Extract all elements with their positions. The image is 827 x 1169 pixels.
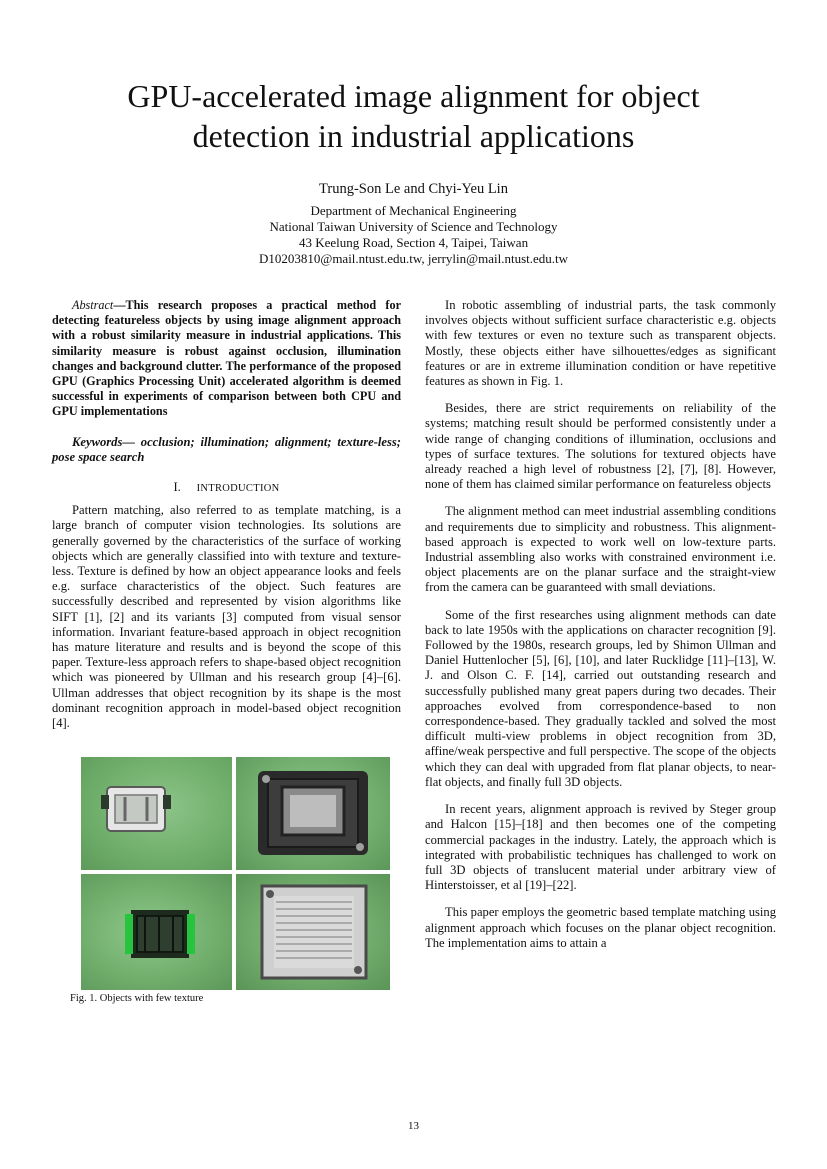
section-number: I.	[173, 480, 181, 495]
paragraph: The alignment method can meet industrial assembling conditions and requirements due to simplicity and robustness. This alignment-based approach is expected to work well on low-texture parts. Industrial assembling also works with constrained environment i.e. object placements are on the planar surface and the straight-view from the camera can be guaranteed with small deviations.	[425, 504, 776, 595]
affiliation-address: 43 Keelung Road, Section 4, Taipei, Taiwan	[298, 235, 529, 250]
affiliation-emails: D10203810@mail.ntust.edu.tw, jerrylin@mail.ntust.edu.tw	[258, 251, 569, 266]
section-heading	[52, 480, 401, 496]
bracket-drawing	[81, 874, 232, 990]
figure-image-clip-part	[81, 757, 232, 870]
authors: Trung-Son Le and Chyi-Yeu Lin	[319, 181, 508, 197]
paragraph: In robotic assembling of industrial parts, the task commonly involves objects without sufficient surface characteristic e.g. objects with few textures or even no texture such as transparent objects. Mostly, these objects either have silhouettes/edges as significant features or are in extreme illumination condition or have repetitive features as shown in Fig. 1.	[425, 298, 776, 389]
figure-image-bracket	[81, 874, 232, 990]
paragraph: In recent years, alignment approach is revived by Steger group and Halcon [15]–[18] and then becomes one of the competing commercial packages in the industry. Lately, the approach which is integrated with probabilistic techniques has challenged to work on full 3D objects of translucent material under arbitrary view of Hinterstoisser, et al [19]–[22].	[425, 802, 776, 893]
clip-part-drawing	[81, 757, 232, 870]
heatsink-drawing	[236, 874, 390, 990]
figure-1	[81, 757, 390, 990]
figure-caption: Fig. 1. Objects with few texture	[70, 993, 204, 1004]
socket-drawing	[236, 757, 390, 870]
affiliation-university: National Taiwan University of Science and Technology	[269, 219, 558, 234]
paragraph: Besides, there are strict requirements on reliability of the systems; matching result should be performed consistently under a wide range of changing conditions of illumination, occlusions and types of surface textures. The solutions for textured objects have already reached a high level of robustness [2], [7], [8]. However, none of them has claimed similar performance on featureless objects	[425, 401, 776, 492]
affiliation	[60, 203, 767, 267]
keywords: Keywords— occlusion; illumination; alignment; texture-less; pose space search	[52, 434, 401, 464]
affiliation-dept: Department of Mechanical Engineering	[310, 203, 517, 218]
left-column	[52, 298, 401, 731]
paper-title	[60, 76, 767, 156]
figure-image-socket	[236, 757, 390, 870]
abstract-label: Abstract	[72, 298, 114, 312]
right-column	[425, 298, 776, 951]
page-number: 13	[408, 1120, 419, 1132]
paragraph: This paper employs the geometric based template matching using alignment approach which focuses on the planar object recognition. The implementation aims to attain a	[425, 905, 776, 950]
abstract	[52, 298, 401, 420]
title-line-2: detection in industrial applications	[192, 118, 635, 154]
abstract-text: —This research proposes a practical method for detecting featureless objects by using image alignment approach with a robust similarity measure in industrial applications. This similarity measure is robust against occlusion, illumination changes and background clutter. The performance of the proposed GPU (Graphics Processing Unit) accelerated algorithm is deemed successful in experiments of comparison between both CPU and GPU implementations	[52, 298, 401, 419]
paragraph: Some of the first researches using alignment methods can date back to late 1950s with the applications on character recognition [9]. Followed by the 1980s, research groups, led by Shimon Ullman and Daniel Huttenlocher [5], [6], [10], and later Rucklidge [11]–[13], W. J. and Olson C. F. [14], carried out outstanding research and successfully published many great papers during two decades. Their approaches evolved from correspondence-based to non correspondence-based. They gradually tackled and solved the most difficult multi-view problems in object recognition from 3D, affine/weak perspective and full perspective. The scope of the objects which they can deal with upgraded from flat planar objects, to near-flat objects, and finally full 3D objects.	[425, 607, 776, 789]
title-line-1: GPU-accelerated image alignment for object	[127, 78, 700, 114]
intro-paragraph: Pattern matching, also referred to as template matching, is a large branch of computer vision technologies. Its solutions are generally governed by the characteristics of the surface of working objects which are generally classified into with texture and texture-less. Texture is defined by how an object appearance looks and feels e.g. surface characteristics of the object. Such features are successfully described and represented by vision algorithms like SIFT [1], [2] and its variants [3] computed from visual sensor information. Invariant feature-based approach in object recognition has mature literature and results and is beyond the scope of this paper. Texture-less approach refers to shape-based object recognition which was pioneered by Ullman and his research group [4]–[6]. Ullman addresses that object recognition by its shape is the most dominant recognition approach in model-based object recognition [4].	[52, 503, 401, 731]
figure-image-heatsink	[236, 874, 390, 990]
section-title: INTRODUCTION	[196, 483, 280, 495]
